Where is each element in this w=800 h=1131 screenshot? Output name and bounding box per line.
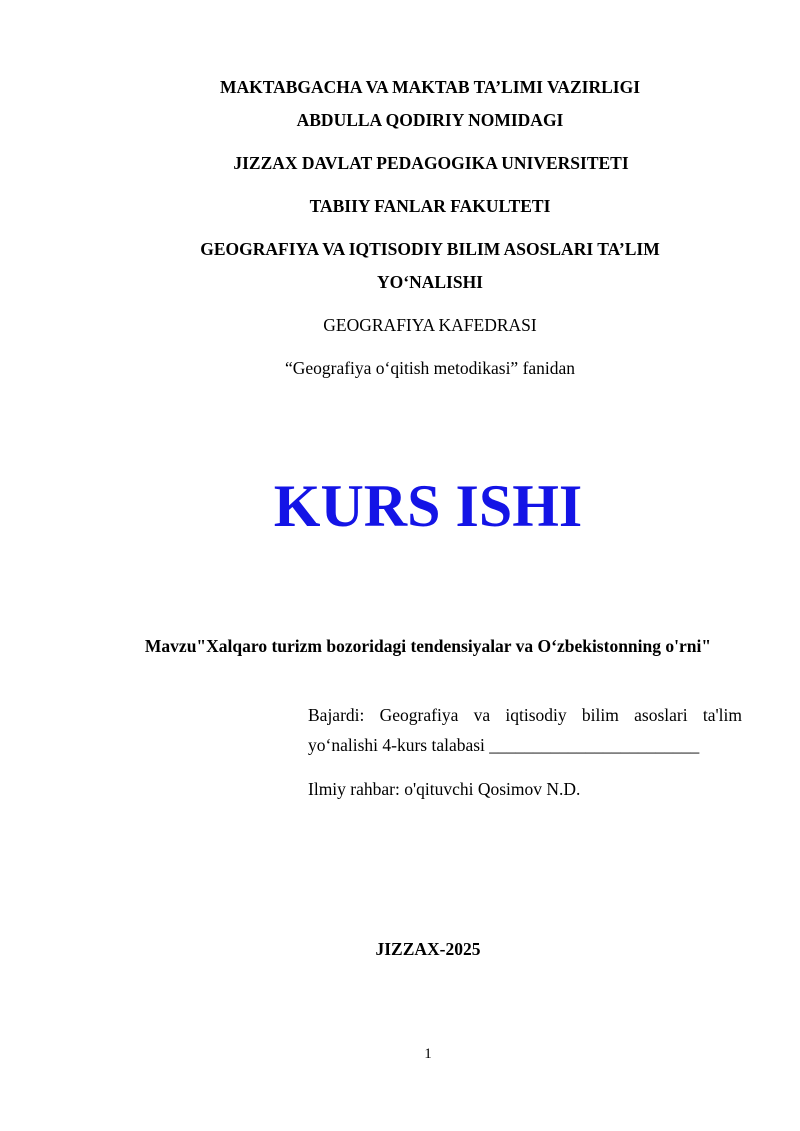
author-block bbox=[308, 700, 742, 760]
department-heading: GEOGRAFIYA KAFEDRASI bbox=[323, 315, 537, 335]
faculty-heading: TABIIY FANLAR FAKULTETI bbox=[309, 196, 551, 216]
author-line2: yo‘nalishi 4-kurs talabasi ________________________ bbox=[308, 735, 700, 755]
topic-line: Mavzu"Xalqaro turizm bozoridagi tendensiyalar va O‘zbekistonning o'rni" bbox=[144, 636, 712, 656]
page-number: 1 bbox=[424, 1046, 432, 1062]
city-year: JIZZAX-2025 bbox=[375, 939, 481, 959]
supervisor-line: Ilmiy rahbar: o'qituvchi Qosimov N.D. bbox=[308, 779, 581, 799]
named-after-heading: ABDULLA QODIRIY NOMIDAGI bbox=[296, 110, 564, 130]
direction-heading-line1: GEOGRAFIYA VA IQTISODIY BILIM ASOSLARI TA’LIM bbox=[200, 239, 660, 259]
university-heading: JIZZAX DAVLAT PEDAGOGIKA UNIVERSITETI bbox=[233, 153, 629, 173]
ministry-heading: MAKTABGACHA VA MAKTAB TA’LIMI VAZIRLIGI bbox=[219, 77, 641, 97]
subject-line: “Geografiya o‘qitish metodikasi” fanidan bbox=[284, 358, 576, 378]
direction-heading-line2: YO‘NALISHI bbox=[377, 272, 483, 292]
author-line1: Bajardi: Geografiya va iqtisodiy bilim asoslari ta'lim bbox=[308, 705, 742, 725]
document-title: KURS ISHI bbox=[273, 473, 583, 539]
